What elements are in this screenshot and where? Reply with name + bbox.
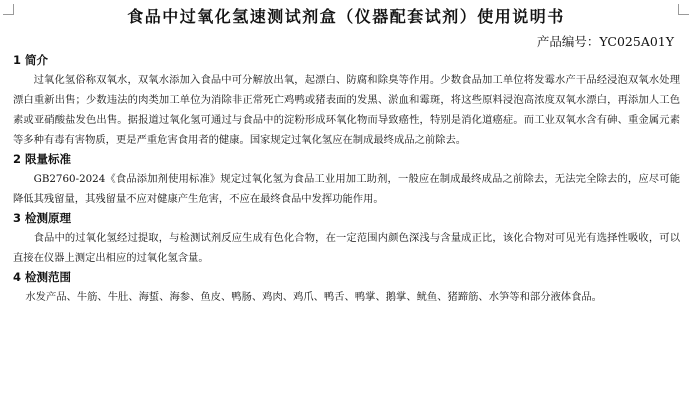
section-text: 水发产品、牛筋、牛肚、海蜇、海参、鱼皮、鸭肠、鸡肉、鸡爪、鸭舌、鸭掌、鹅掌、鱿鱼、猪蹄筋、水笋等和部分液体食品。 xyxy=(25,291,602,303)
section-text: 过氧化氢俗称双氧水，双氧水添加入食品中可分解放出氧，起漂白、防腐和除臭等作用。少数食品加工单位将发霉水产干品经浸泡双氧水处理漂白重新出售；少数违法的肉类加工单位为消除非正常死亡鸡鸭或猪表面的发黑、淤血和霉斑，将这些原料浸泡高浓度双氧水漂白，再添加人工色素或亚硝酸盐发色出售。据报道过氧化氢可通过与食品中的淀粉形成环氧化物而导致癌性，特别是消化道癌症。而工业双氧水含有砷、重金属元素等多种有毒有害物质，更是严重危害食用者的健康。国家规定过氧化氢应在制成最终成品之前除去。 xyxy=(13,74,680,146)
section-heading: 3 检测原理 xyxy=(13,211,72,225)
section-text: GB2760-2024《食品添加剂使用标准》规定过氧化氢为食品工业用加工助剂，一般应在制成最终成品之前除去，无法完全除去的，应尽可能降低其残留量，其残留量不应对健康产生危害，不应在最终食品中发挥功能作用。 xyxy=(13,173,680,205)
product-code: 产品编号：YC025A01Y xyxy=(536,34,674,49)
section-detection-scope xyxy=(13,268,680,307)
section-limit-standard xyxy=(13,150,680,209)
section-detection-principle xyxy=(13,209,680,268)
document-title: 食品中过氧化氢速测试剂盒（仪器配套试剂）使用说明书 xyxy=(127,7,565,26)
section-heading: 4 检测范围 xyxy=(13,270,72,284)
section-heading: 1 简介 xyxy=(13,53,49,67)
section-introduction xyxy=(13,51,680,150)
section-text: 食品中的过氧化氢经过提取，与检测试剂反应生成有色化合物，在一定范围内颜色深浅与含量成正比，该化合物对可见光有选择性吸收，可以直接在仪器上测定出相应的过氧化氢含量。 xyxy=(13,232,680,264)
document-body xyxy=(13,51,680,307)
section-heading: 2 限量标准 xyxy=(13,152,72,166)
